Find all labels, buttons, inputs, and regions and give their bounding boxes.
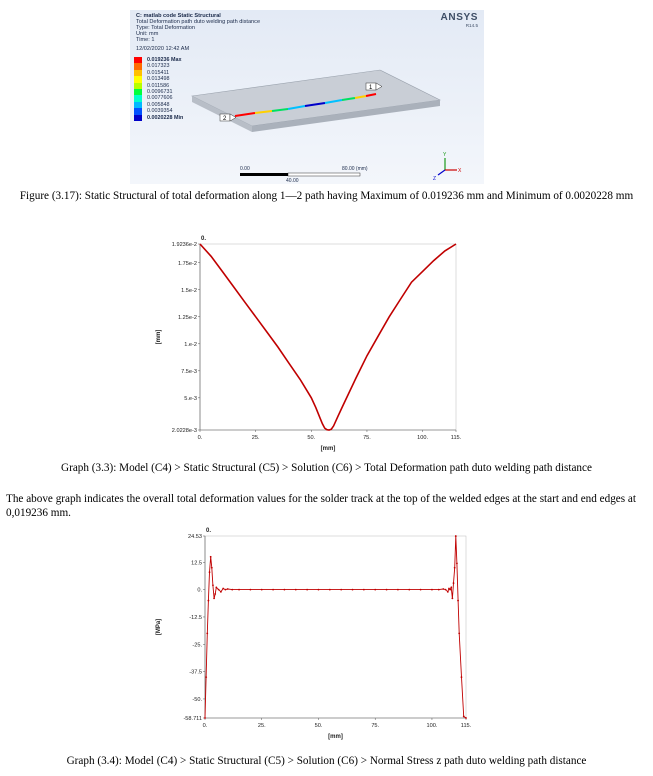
scale-middle: 40.00: [286, 178, 299, 184]
data-point: [445, 589, 447, 591]
data-point: [306, 589, 308, 591]
data-point: [442, 588, 444, 590]
x-tick-label: 100.: [417, 435, 429, 441]
data-point: [463, 716, 465, 718]
data-point: [457, 600, 459, 602]
data-point: [363, 589, 365, 591]
y-tick-label: 1.25e-2: [178, 314, 197, 321]
data-point: [210, 556, 212, 558]
triad-z-axis: [438, 170, 445, 175]
data-point: [431, 589, 433, 591]
data-point: [453, 582, 455, 584]
data-point: [438, 589, 440, 591]
data-point: [213, 597, 215, 599]
x-axis-label: [mm]: [320, 446, 336, 452]
ansys-figure: [130, 10, 484, 184]
data-point: [204, 717, 206, 719]
data-point: [408, 589, 410, 591]
data-point: [374, 589, 376, 591]
y-tick-label: 1.e-2: [184, 341, 197, 348]
data-point: [329, 589, 331, 591]
y-tick-label: -50.: [192, 696, 202, 703]
x-tick-label: 75.: [363, 435, 371, 441]
graph-34-normal-stress: [150, 520, 490, 756]
legend-label: 0.0039354: [147, 108, 173, 115]
legend-label: 0.019236 Max: [147, 57, 182, 63]
data-point: [261, 589, 263, 591]
y-tick-label: -58.711: [183, 716, 202, 722]
data-point: [214, 593, 216, 595]
data-point: [272, 589, 274, 591]
y-axis-label: [mm]: [156, 329, 162, 345]
y-tick-label: 1.75e-2: [178, 260, 197, 267]
data-point: [352, 589, 354, 591]
ansys-header-line: Type: Total Deformation: [136, 25, 195, 31]
data-point: [231, 589, 233, 591]
scale-right: 80.00 (mm): [342, 166, 368, 172]
ansys-header-line: Time: 1: [136, 37, 155, 43]
y-tick-label: 5.e-3: [184, 395, 197, 402]
ansys-logo: ANSYS: [440, 12, 478, 23]
triad-x-label: X: [458, 168, 462, 174]
figure-317-caption: Figure (3.17): Static Structural of total deformation along 1—2 path having Maximum of 0.019236 mm and Minimum of 0.0020228 mm: [19, 190, 634, 202]
legend-swatch: [134, 115, 142, 121]
y-tick-label: -12.5: [189, 614, 202, 621]
point-2-label: 2: [223, 116, 227, 122]
data-point: [225, 589, 227, 591]
x-tick-label: 25.: [251, 435, 260, 441]
data-point: [465, 717, 467, 719]
x-tick-label: 0.: [197, 435, 203, 441]
data-point: [205, 676, 207, 678]
data-point: [220, 591, 222, 593]
ansys-version: R14.5: [465, 23, 478, 28]
data-point: [211, 567, 213, 569]
data-point: [447, 591, 449, 593]
x-tick-label: 25.: [257, 723, 266, 729]
y-tick-label: 1.5e-2: [181, 287, 197, 294]
legend-label: 0.0020228 Min: [147, 114, 184, 121]
data-point: [209, 571, 211, 573]
data-point: [208, 600, 210, 602]
data-point: [340, 589, 342, 591]
y-tick-label: -25.: [192, 642, 202, 649]
data-point: [386, 589, 388, 591]
x-tick-label: 0.: [202, 723, 208, 729]
data-point: [227, 588, 229, 590]
x-axis-label: [mm]: [328, 734, 343, 740]
y-axis-label: [MPa]: [156, 618, 162, 636]
data-point: [295, 589, 297, 591]
plot-area: [205, 536, 466, 718]
data-point: [451, 597, 453, 599]
data-point: [318, 589, 320, 591]
data-point: [456, 562, 458, 564]
plot-area: [200, 244, 456, 430]
data-point: [238, 589, 240, 591]
x-tick-label: 100.: [426, 723, 438, 729]
legend-label: 0.013498: [147, 76, 170, 83]
y-tick-label: 0.: [197, 587, 202, 594]
ansys-header-title: C: matlab code Static Structural: [136, 13, 221, 19]
scale-bar-dark: [240, 173, 288, 176]
data-point: [449, 589, 451, 591]
x-tick-label: 50.: [314, 723, 323, 729]
graph-33-total-deformation: [150, 230, 470, 466]
data-point: [215, 587, 217, 589]
y-tick-label: 1.9236e-2: [171, 242, 197, 248]
ansys-header-line: Total Deformation path duto welding path distance: [136, 19, 261, 25]
triad-y-label: Y: [443, 152, 447, 158]
x-tick-label: 50.: [307, 435, 316, 441]
data-point: [420, 589, 422, 591]
legend-label: 0.011586: [147, 82, 170, 89]
graph-34-caption: Graph (3.4): Model (C4) > Static Structural (C5) > Solution (C6) > Normal Stress z path duto welding path distance: [66, 755, 587, 767]
ansys-header-line: Unit: mm: [136, 31, 159, 37]
body-paragraph: The above graph indicates the overall total deformation values for the solder track at the top of the welded edges at the start and end edges at 0,019236 mm.: [6, 493, 636, 519]
legend-label: 0.015411: [147, 69, 170, 76]
scale-left: 0.00: [240, 166, 250, 172]
data-point: [284, 589, 286, 591]
data-point: [212, 584, 214, 586]
legend-label: 0.005848: [147, 101, 170, 108]
y-tick-label: 12.5: [191, 560, 202, 567]
graph-33-caption: Graph (3.3): Model (C4) > Static Structural (C5) > Solution (C6) > Total Deformation path duto welding path distance: [61, 462, 592, 474]
ansys-header-date: 12/02/2020 12:42 AM: [136, 46, 190, 52]
point-1-label: 1: [369, 85, 373, 91]
legend-label: 0.0096731: [147, 89, 173, 95]
triad-z-label: Z: [433, 176, 437, 182]
data-point: [218, 589, 220, 591]
data-point: [222, 588, 224, 590]
y-tick-label: -37.5: [189, 669, 202, 676]
data-point: [249, 589, 251, 591]
scale-bar-light: [288, 173, 360, 176]
y-tick-label: 24.53: [188, 534, 202, 540]
data-point: [454, 567, 456, 569]
chart-top-label: 0.: [206, 528, 212, 534]
data-point: [206, 632, 208, 634]
ansys-model-view: [130, 10, 484, 184]
data-point: [455, 535, 457, 537]
chart-top-label: 0.: [201, 236, 207, 242]
data-point: [458, 632, 460, 634]
data-point: [450, 587, 452, 589]
legend-label: 0.0077606: [147, 95, 173, 102]
data-point: [397, 589, 399, 591]
x-tick-label: 115.: [450, 435, 462, 441]
x-tick-label: 115.: [460, 723, 472, 729]
y-tick-label: 2.0228e-3: [171, 428, 197, 434]
x-tick-label: 75.: [371, 723, 380, 729]
y-tick-label: 7.5e-3: [181, 368, 197, 375]
data-point: [461, 676, 463, 678]
legend-label: 0.017323: [147, 63, 170, 70]
